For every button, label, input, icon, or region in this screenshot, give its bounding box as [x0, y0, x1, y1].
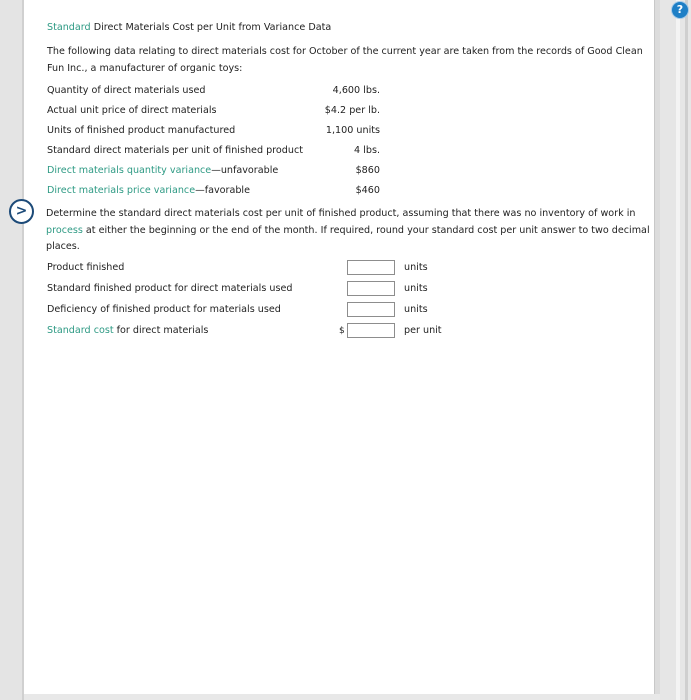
data-value: 1,100 units: [325, 125, 380, 136]
question-text: [46, 206, 651, 256]
data-label: Standard direct materials per unit of finished product: [47, 145, 303, 156]
right-frame-edge: [676, 0, 680, 700]
left-frame: [0, 0, 24, 700]
data-label: Units of finished product manufactured: [47, 125, 236, 136]
answer-label: Deficiency of finished product for materials used: [47, 304, 281, 315]
process-link[interactable]: process: [46, 224, 83, 236]
unit-label: units: [404, 262, 428, 273]
data-label: Quantity of direct materials used: [47, 85, 206, 96]
help-icon[interactable]: ?: [672, 2, 688, 18]
standard-cost-link[interactable]: Standard cost: [47, 325, 114, 336]
unit-label: units: [404, 283, 428, 294]
data-label: [47, 164, 278, 178]
expand-chevron-icon[interactable]: >: [9, 199, 34, 224]
standard-finished-product-input[interactable]: [347, 281, 395, 296]
standard-cost-input[interactable]: [347, 323, 395, 338]
question-part1: Determine the standard direct materials cost per unit of finished product, assuming that there was no inventory of work in: [46, 208, 636, 219]
answer-label: [47, 324, 208, 338]
data-value: 4 lbs.: [354, 145, 380, 156]
label-suffix: for direct materials: [113, 325, 209, 336]
bottom-bar: [24, 694, 660, 700]
standard-link[interactable]: Standard: [47, 22, 91, 33]
unit-label: units: [404, 304, 428, 315]
price-variance-link[interactable]: Direct materials price variance: [47, 185, 196, 196]
label-suffix: —favorable: [195, 185, 250, 196]
data-value: $460: [355, 185, 380, 196]
intro-text: The following data relating to direct materials cost for October of the current year are taken from the records of Good Clean Fun Inc., a manufacturer of organic toys:: [47, 46, 643, 74]
dollar-prefix: $: [339, 326, 345, 336]
data-value: 4,600 lbs.: [332, 85, 380, 96]
label-suffix: —unfavorable: [211, 165, 279, 176]
quantity-variance-link[interactable]: Direct materials quantity variance: [47, 165, 212, 176]
unit-label: per unit: [404, 325, 442, 336]
answer-label: Standard finished product for direct materials used: [47, 283, 293, 294]
title-text: Direct Materials Cost per Unit from Variance Data: [90, 22, 332, 33]
question-part2: at either the beginning or the end of the month. If required, round your standard cost per unit answer to two decimal places.: [46, 224, 650, 252]
data-label: [47, 184, 250, 198]
deficiency-input[interactable]: [347, 302, 395, 317]
answer-label: Product finished: [47, 262, 125, 273]
right-frame-line: [685, 0, 688, 700]
data-value: $860: [355, 165, 380, 176]
data-value: $4.2 per lb.: [324, 105, 380, 116]
data-label: Actual unit price of direct materials: [47, 105, 217, 116]
product-finished-input[interactable]: [347, 260, 395, 275]
page-title: [47, 22, 331, 33]
